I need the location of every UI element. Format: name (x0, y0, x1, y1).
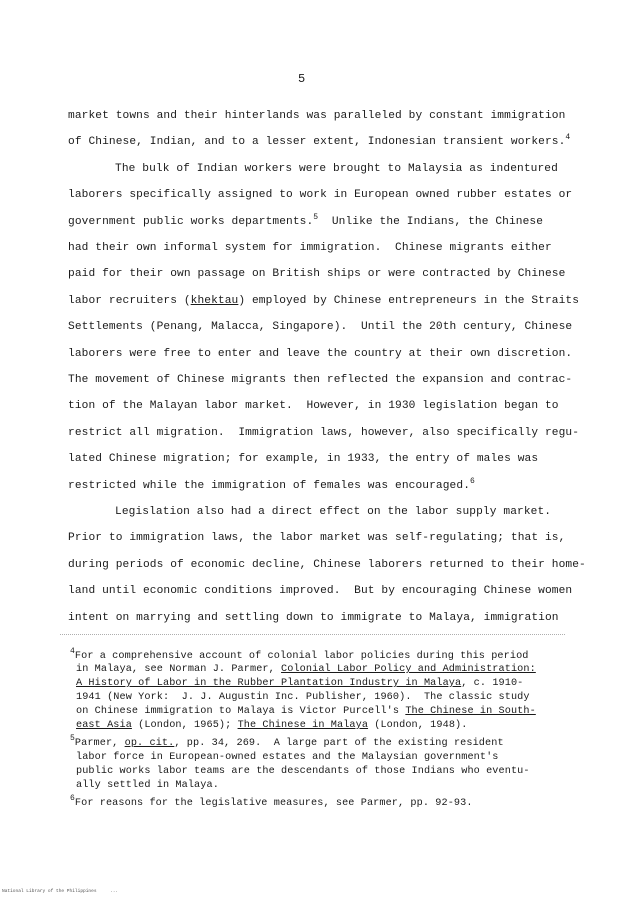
body-line: during periods of economic decline, Chinese laborers returned to their home- (68, 558, 586, 571)
archive-stamp: National Library of the Philippines ... (2, 889, 119, 894)
term-khektau: khektau (190, 294, 239, 307)
body-line: restricted while the immigration of females was encouraged.$^6$ (68, 476, 475, 492)
citation-title: The Chinese in Malaya (237, 720, 369, 731)
footnote-line: A History of Labor in the Rubber Plantation Industry in Malaya, c. 1910- (76, 678, 524, 689)
body-line: restrict all migration. Immigration laws, however, also specifically regu- (68, 426, 580, 439)
body-line: paid for their own passage on British ships or were contracted by Chinese (68, 268, 566, 281)
citation-title: east Asia (76, 720, 132, 731)
footnote-marker: 6 (470, 476, 475, 486)
footnote-line: east Asia (London, 1965); The Chinese in Malaya (London, 1948). (76, 720, 468, 731)
body-line: The bulk of Indian workers were brought to Malaysia as indentured (115, 162, 558, 175)
footnote-marker: 4 (565, 133, 571, 143)
citation-title: A History of Labor in the Rubber Plantation Industry in Malaya (76, 678, 462, 689)
body-line: of Chinese, Indian, and to a lesser extent, Indonesian transient workers.$^4$ (68, 133, 571, 149)
body-line: had their own informal system for immigration. Chinese migrants either (68, 242, 552, 254)
body-line: intent on marrying and settling down to immigrate to Malaya, immigration (68, 611, 559, 624)
body-line: The movement of Chinese migrants then reflected the expansion and contrac- (68, 374, 573, 386)
body-line: market towns and their hinterlands was paralleled by constant immigration (68, 110, 566, 122)
body-line: Prior to immigration laws, the labor market was self-regulating; that is, (68, 532, 566, 545)
footnote-line: public works labor teams are the descendants of those Indians who eventu- (76, 766, 530, 777)
footnote-line: labor force in European-owned estates and the Malaysian government's (76, 752, 499, 763)
citation-title: op. cit. (124, 738, 175, 749)
footnote-number: 5 (70, 734, 75, 743)
footnote-line: $^5$Parmer, op. cit., pp. 34, 269. A large part of the existing resident (70, 734, 504, 749)
footnote-line: ally settled in Malaya. (76, 780, 219, 791)
body-line: tion of the Malayan labor market. However, in 1930 legislation began to (68, 400, 559, 413)
body-line: laborers specifically assigned to work in European owned rubber estates or (68, 189, 573, 202)
footnote-number: 4 (70, 647, 75, 656)
footnote-line: $^6$For reasons for the legislative measures, see Parmer, pp. 92-93. (70, 794, 473, 809)
page-number: 5 (298, 72, 306, 86)
body-line: labor recruiters (khektau) employed by Chinese entrepreneurs in the Straits (68, 294, 580, 307)
body-line: land until economic conditions improved. But by encouraging Chinese women (68, 585, 573, 598)
citation-title: Colonial Labor Policy and Administration: (281, 664, 536, 675)
footnote-line: in Malaya, see Norman J. Parmer, Colonial Labor Policy and Administration: (76, 664, 536, 675)
footnote-number: 6 (70, 794, 75, 803)
body-line: Legislation also had a direct effect on the labor supply market. (115, 506, 552, 518)
body-line: laborers were free to enter and leave the country at their own discretion. (68, 347, 573, 360)
body-line: government public works departments.$^5$ Unlike the Indians, the Chinese (68, 212, 544, 228)
body-line: Settlements (Penang, Malacca, Singapore). Until the 20th century, Chinese (68, 321, 573, 334)
footnote-marker: 5 (313, 212, 319, 222)
citation-title: The Chinese in South- (405, 706, 536, 717)
footnote-line: on Chinese immigration to Malaya is Victor Purcell's The Chinese in South- (76, 706, 536, 717)
body-line: lated Chinese migration; for example, in 1933, the entry of males was (68, 453, 539, 466)
footnote-line: $^4$For a comprehensive account of colonial labor policies during this period (70, 647, 529, 662)
footnote-line: 1941 (New York: J. J. Augustin Inc. Publisher, 1960). The classic study (76, 692, 530, 703)
